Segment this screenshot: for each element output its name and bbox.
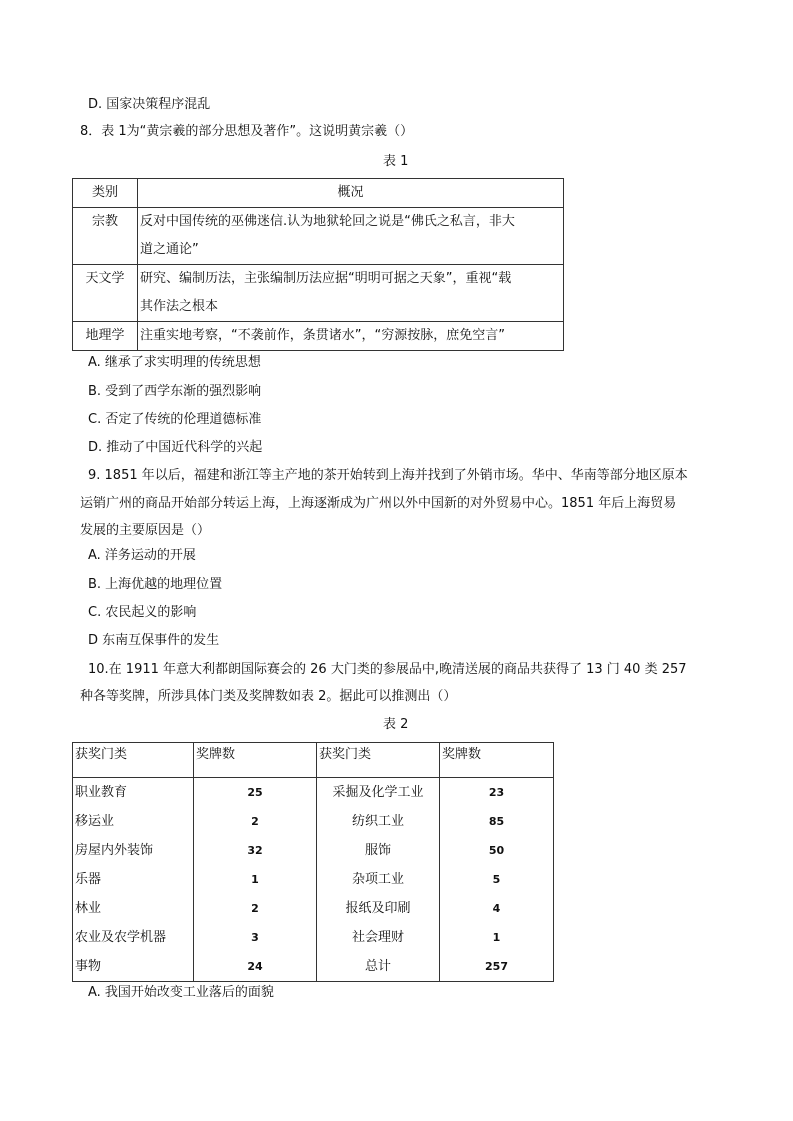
q9-option-a: A. 洋务运动的开展	[88, 548, 196, 563]
table2-cell-category: 职业教育	[73, 778, 194, 808]
table2-cell-medals: 85	[440, 807, 554, 836]
table2-cell-category: 社会理财	[317, 923, 440, 952]
q9-option-c: C. 农民起义的影响	[88, 605, 197, 620]
q9-option-b: B. 上海优越的地理位置	[88, 577, 223, 592]
table2-cell-medals: 5	[440, 865, 554, 894]
table1	[72, 178, 564, 351]
table1-header-overview: 概况	[138, 179, 564, 208]
table2-cell-medals: 1	[194, 865, 317, 894]
table2-cell-category: 房屋内外装饰	[73, 836, 194, 865]
q8-option-a: A. 继承了求实明理的传统思想	[88, 355, 261, 370]
table2-header-medals: 奖牌数	[194, 743, 317, 778]
table2-cell-category: 移运业	[73, 807, 194, 836]
table2-cell-medals: 25	[194, 778, 317, 808]
table2-cell-medals: 2	[194, 807, 317, 836]
table2-cell-category: 服饰	[317, 836, 440, 865]
table1-cell-overview	[138, 322, 564, 351]
table2-cell-category: 事物	[73, 952, 194, 982]
q9-stem-line: 发展的主要原因是（）	[80, 523, 211, 538]
q10-stem-line: 种各等奖牌，所涉具体门类及奖牌数如表 2。据此可以推测出（）	[80, 689, 457, 704]
table2-cell-medals: 32	[194, 836, 317, 865]
table2-cell-medals: 2	[194, 894, 317, 923]
table2-cell-category: 总计	[317, 952, 440, 982]
table2-cell-category: 杂项工业	[317, 865, 440, 894]
table1-header-category: 类别	[73, 179, 138, 208]
q8-stem: 8．表 1为“黄宗羲的部分思想及著作”。这说明黄宗羲（）	[80, 124, 414, 139]
q8-option-d: D. 推动了中国近代科学的兴起	[88, 440, 263, 455]
q10-stem-line: 10.在 1911 年意大利都朗国际赛会的 26 大门类的参展品中,晚清送展的商品共获得了 13 门 40 类 257	[88, 662, 687, 677]
table1-cell-overview	[138, 208, 564, 265]
q8-option-b: B. 受到了西学东渐的强烈影响	[88, 384, 262, 399]
q10-option-a: A. 我国开始改变工业落后的面貌	[88, 985, 274, 1000]
table2-cell-category: 林业	[73, 894, 194, 923]
table2-title: 表 2	[383, 717, 409, 732]
q7-option-d: D. 国家决策程序混乱	[88, 97, 211, 112]
table2-cell-medals: 1	[440, 923, 554, 952]
table2-cell-medals: 257	[440, 952, 554, 982]
table1-cell-category: 地理学	[73, 322, 138, 351]
q9-stem-line: 9. 1851 年以后，福建和浙江等主产地的茶开始转到上海并找到了外销市场。华中、华南等部分地区原本	[88, 468, 688, 483]
table1-cell-category: 天文学	[73, 265, 138, 322]
table1-overview-line: 道之通论”	[140, 242, 199, 257]
q9-stem-line: 运销广州的商品开始部分转运上海，上海逐渐成为广州以外中国新的对外贸易中心。1851 年后上海贸易	[80, 496, 677, 511]
table1-cell-overview	[138, 265, 564, 322]
table2-cell-medals: 23	[440, 778, 554, 808]
table2-cell-medals: 50	[440, 836, 554, 865]
table1-overview-line: 注重实地考察，“不袭前作，条贯诸水”，“穷源按脉，庶免空言”	[140, 328, 505, 343]
q9-option-d: D 东南互保事件的发生	[88, 633, 220, 648]
table2-header-medals: 奖牌数	[440, 743, 554, 778]
table2-cell-medals: 3	[194, 923, 317, 952]
table1-overview-line: 研究、编制历法，主张编制历法应据“明明可据之天象”，重视“载	[140, 271, 512, 286]
table1-title: 表 1	[383, 154, 409, 169]
table2-cell-category: 采掘及化学工业	[317, 778, 440, 808]
table2	[72, 742, 554, 982]
table1-overview-line: 其作法之根本	[140, 299, 219, 314]
table2-header-category: 获奖门类	[73, 743, 194, 778]
table2-cell-category: 纺织工业	[317, 807, 440, 836]
table2-cell-category: 乐器	[73, 865, 194, 894]
table1-cell-category: 宗教	[73, 208, 138, 265]
table1-overview-line: 反对中国传统的巫佛迷信.认为地狱轮回之说是“佛氏之私言，非大	[140, 214, 515, 229]
table2-cell-medals: 24	[194, 952, 317, 982]
table2-header-category: 获奖门类	[317, 743, 440, 778]
q8-option-c: C. 否定了传统的伦理道德标准	[88, 412, 262, 427]
table2-cell-category: 报纸及印刷	[317, 894, 440, 923]
table2-cell-medals: 4	[440, 894, 554, 923]
table2-cell-category: 农业及农学机器	[73, 923, 194, 952]
